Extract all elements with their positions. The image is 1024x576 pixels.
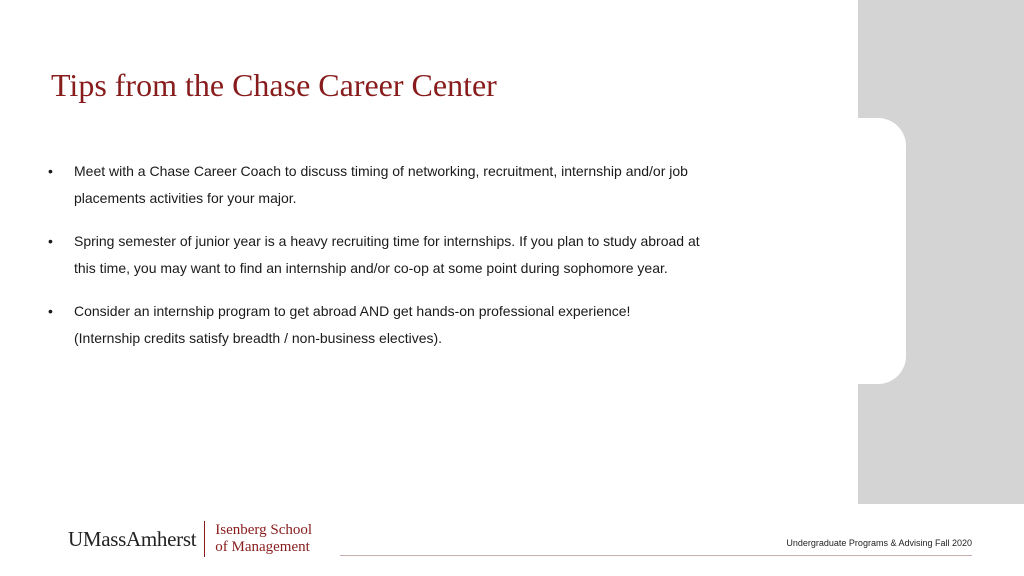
logo-school-name <box>215 522 312 556</box>
bullet-item <box>48 158 768 212</box>
bullet-item <box>48 298 768 352</box>
logo-divider <box>204 521 205 557</box>
bullet-line: Spring semester of junior year is a heavy recruiting time for internships. If you plan to study abroad at <box>74 233 700 249</box>
bullet-marker: • <box>48 303 53 319</box>
bullet-marker: • <box>48 233 53 249</box>
slide-title: Tips from the Chase Career Center <box>51 67 497 103</box>
logo-school-line: Isenberg School <box>215 522 313 538</box>
bullet-line: Meet with a Chase Career Coach to discuss timing of networking, recruitment, internship and/or job <box>74 163 688 179</box>
umass-isenberg-logo <box>68 520 312 558</box>
footer-rule <box>340 555 972 556</box>
bullet-list <box>48 158 768 368</box>
bullet-item <box>48 228 768 282</box>
bullet-line: Consider an internship program to get abroad AND get hands-on professional experience! <box>74 303 631 319</box>
bullet-line: this time, you may want to find an internship and/or co-op at some point during sophomore year. <box>74 260 668 276</box>
bullet-line: (Internship credits satisfy breadth / non-business electives). <box>74 330 443 346</box>
bullet-marker: • <box>48 163 53 179</box>
footer-text: Undergraduate Programs & Advising Fall 2020 <box>786 538 972 548</box>
side-panel-notch <box>858 118 906 384</box>
logo-school-line: of Management <box>215 539 310 555</box>
logo-university-name: UMassAmherst <box>68 526 197 551</box>
bullet-line: placements activities for your major. <box>74 190 297 206</box>
